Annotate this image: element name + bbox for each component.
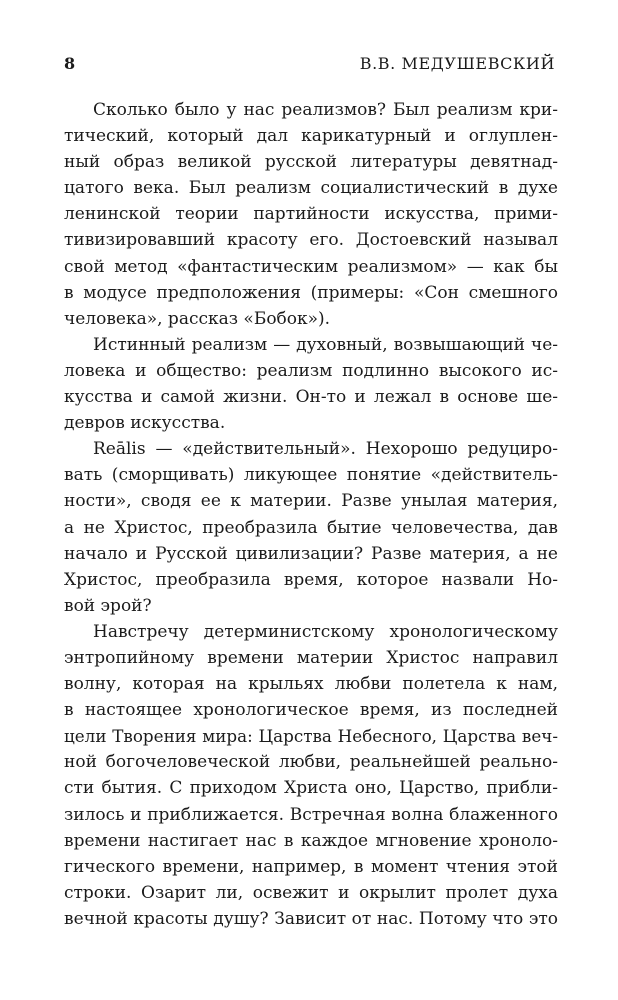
paragraph [64,332,558,436]
text-line: ловека и общество: реализм подлинно высокого ис- [64,360,558,381]
text-line: зилось и приближается. Встречная волна блаженного [64,804,558,825]
text-line: волну, которая на крыльях любви полетела к нам, [64,674,558,695]
text-line: Истинный реализм — духовный, возвышающий че- [93,334,558,355]
paragraph [64,619,558,932]
text-line: вать (сморщивать) ликующее понятие «действитель- [64,465,558,486]
text-line: времени настигает нас в каждое мгновение хроноло- [64,830,558,851]
text-line: кусства и самой жизни. Он-то и лежал в основе ше- [64,387,558,408]
text-line: а не Христос, преобразила бытие человечества, дав [64,517,558,538]
text-line: ной богочеловеческой любви, реальнейшей реально- [64,752,558,773]
text-line: сти бытия. С приходом Христа оно, Царство, прибли- [64,778,558,799]
text-line: гического времени, например, в момент чтения этой [64,856,558,877]
text-line: тивизировавший красоту его. Достоевский называл [64,230,558,251]
text-line: вечной красоты душу? Зависит от нас. Потому что это [64,908,558,929]
text-line: Навстречу детерминистскому хронологическому [93,621,558,642]
text-line: вой эрой? [64,595,152,616]
text-line: строки. Озарит ли, освежит и окрылит пролет духа [64,882,558,903]
text-line: ности», сводя ее к материи. Разве унылая материя, [64,491,558,512]
text-line: в модусе предположения (примеры: «Сон смешного [64,282,558,303]
running-head-author: В.В. МЕДУШЕВСКИЙ [359,54,555,73]
text-line: свой метод «фантастическим реализмом» — как бы [64,256,558,277]
running-head [64,50,555,78]
text-line: начало и Русской цивилизации? Разве материя, а не [64,543,558,564]
text-line: цатого века. Был реализм социалистический в духе [64,178,558,199]
text-line: Христос, преобразила время, которое назвали Но- [64,569,558,590]
body-text [64,97,558,932]
text-line: энтропийному времени материи Христос направил [64,647,558,668]
paragraph [64,97,558,332]
page-number: 8 [64,54,76,73]
text-line: ный образ великой русской литературы девятнад- [64,152,558,173]
text-line: человека», рассказ «Бобок»). [64,308,331,329]
text-line: цели Творения мира: Царства Небесного, Царства веч- [64,726,558,747]
paragraph [64,436,558,619]
text-line: тический, который дал карикатурный и оглуплен- [64,126,558,147]
text-line: ленинской теории партийности искусства, прими- [64,204,558,225]
text-line: в настоящее хронологическое время, из последней [64,700,558,721]
text-line: Сколько было у нас реализмов? Был реализм кри- [93,100,558,120]
text-line: Reālis — «действительный». Нехорошо редуциро- [93,439,558,460]
text-line: девров искусства. [64,413,226,434]
